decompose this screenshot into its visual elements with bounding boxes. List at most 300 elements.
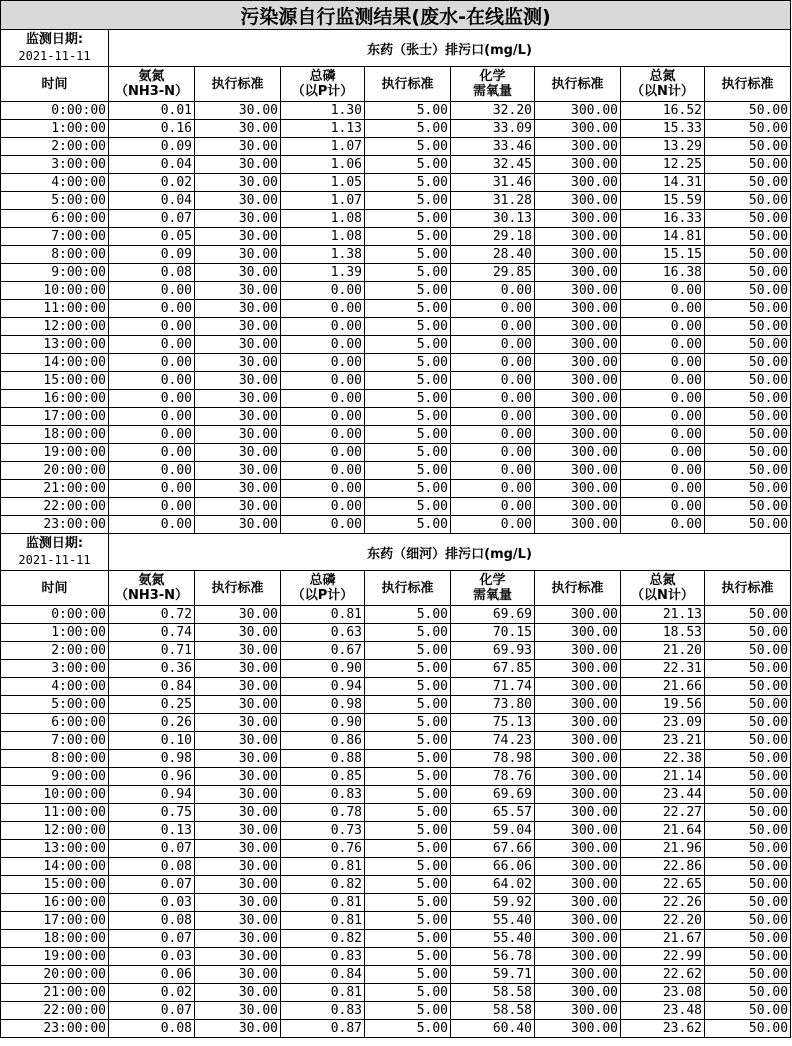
table-cell: 29.85 — [451, 264, 535, 282]
table-cell: 300.00 — [535, 822, 621, 840]
table-cell: 0.00 — [621, 354, 705, 372]
table-cell: 11:00:00 — [1, 804, 109, 822]
table-cell: 0.00 — [109, 354, 195, 372]
table-cell: 0.16 — [109, 120, 195, 138]
table-cell: 1.30 — [281, 102, 365, 120]
table-row — [1, 894, 791, 912]
table-cell: 15.33 — [621, 120, 705, 138]
table-cell: 50.00 — [705, 138, 791, 156]
table-cell: 30.00 — [195, 462, 281, 480]
table-cell: 30.00 — [195, 786, 281, 804]
report-title: 污染源自行监测结果(废水-在线监测) — [1, 1, 791, 30]
table-cell: 69.93 — [451, 642, 535, 660]
table-cell: 5.00 — [365, 210, 451, 228]
table-cell: 58.58 — [451, 1002, 535, 1020]
table-cell: 0.81 — [281, 858, 365, 876]
table-cell: 11:00:00 — [1, 300, 109, 318]
table-cell: 22:00:00 — [1, 498, 109, 516]
table-cell: 15:00:00 — [1, 372, 109, 390]
table-cell: 0.00 — [621, 480, 705, 498]
table-cell: 30.00 — [195, 246, 281, 264]
column-header: 执行标准 — [535, 571, 621, 606]
table-cell: 22.26 — [621, 894, 705, 912]
table-cell: 0.00 — [451, 516, 535, 534]
table-cell: 300.00 — [535, 192, 621, 210]
table-cell: 19.56 — [621, 696, 705, 714]
table-cell: 30.00 — [195, 336, 281, 354]
table-cell: 0.00 — [621, 300, 705, 318]
table-cell: 30.00 — [195, 714, 281, 732]
table-cell: 0.82 — [281, 930, 365, 948]
table-cell: 50.00 — [705, 246, 791, 264]
table-cell: 5.00 — [365, 696, 451, 714]
table-cell: 50.00 — [705, 840, 791, 858]
monitor-date-value: 2021-11-11 — [18, 553, 91, 567]
table-cell: 50.00 — [705, 732, 791, 750]
table-cell: 0:00:00 — [1, 102, 109, 120]
table-cell: 0.94 — [109, 786, 195, 804]
table-cell: 10:00:00 — [1, 282, 109, 300]
table-cell: 5.00 — [365, 120, 451, 138]
table-cell: 5.00 — [365, 948, 451, 966]
column-header: 执行标准 — [195, 571, 281, 606]
table-cell: 15.15 — [621, 246, 705, 264]
table-cell: 0.07 — [109, 876, 195, 894]
table-row — [1, 786, 791, 804]
table-cell: 30.00 — [195, 1020, 281, 1038]
table-cell: 22.31 — [621, 660, 705, 678]
table-cell: 300.00 — [535, 210, 621, 228]
table-cell: 22.38 — [621, 750, 705, 768]
table-cell: 5.00 — [365, 516, 451, 534]
table-cell: 66.06 — [451, 858, 535, 876]
table-cell: 22.99 — [621, 948, 705, 966]
table-row — [1, 318, 791, 336]
table-cell: 5.00 — [365, 858, 451, 876]
table-cell: 5.00 — [365, 1002, 451, 1020]
table-cell: 50.00 — [705, 678, 791, 696]
table-cell: 0.04 — [109, 156, 195, 174]
table-row — [1, 372, 791, 390]
table-cell: 0.00 — [451, 336, 535, 354]
table-cell: 5.00 — [365, 804, 451, 822]
table-cell: 5.00 — [365, 912, 451, 930]
table-cell: 0.00 — [451, 282, 535, 300]
table-cell: 0.00 — [109, 516, 195, 534]
table-cell: 0.86 — [281, 732, 365, 750]
table-cell: 0.84 — [109, 678, 195, 696]
table-cell: 5.00 — [365, 624, 451, 642]
table-cell: 300.00 — [535, 372, 621, 390]
table-cell: 0.01 — [109, 102, 195, 120]
table-cell: 31.28 — [451, 192, 535, 210]
table-cell: 0.00 — [109, 318, 195, 336]
table-cell: 0.00 — [109, 498, 195, 516]
table-cell: 14:00:00 — [1, 858, 109, 876]
table-row — [1, 948, 791, 966]
table-row — [1, 228, 791, 246]
monitor-date-label: 监测日期: — [25, 32, 84, 47]
table-cell: 5:00:00 — [1, 696, 109, 714]
table-cell: 13.29 — [621, 138, 705, 156]
table-cell: 0.00 — [281, 480, 365, 498]
table-cell: 23.21 — [621, 732, 705, 750]
table-cell: 59.71 — [451, 966, 535, 984]
table-cell: 0.00 — [109, 444, 195, 462]
table-cell: 69.69 — [451, 606, 535, 624]
table-row — [1, 462, 791, 480]
table-cell: 30.00 — [195, 948, 281, 966]
section-header-row — [1, 30, 791, 67]
table-row — [1, 516, 791, 534]
table-cell: 21.14 — [621, 768, 705, 786]
table-cell: 0.00 — [109, 408, 195, 426]
table-cell: 16.33 — [621, 210, 705, 228]
table-row — [1, 1020, 791, 1038]
table-cell: 56.78 — [451, 948, 535, 966]
table-cell: 5.00 — [365, 678, 451, 696]
table-cell: 28.40 — [451, 246, 535, 264]
table-cell: 16:00:00 — [1, 390, 109, 408]
table-cell: 0.87 — [281, 1020, 365, 1038]
column-header: 化学 需氧量 — [451, 571, 535, 606]
table-row — [1, 480, 791, 498]
table-cell: 50.00 — [705, 480, 791, 498]
table-cell: 0.67 — [281, 642, 365, 660]
table-cell: 0.00 — [109, 390, 195, 408]
table-row — [1, 858, 791, 876]
table-cell: 21.66 — [621, 678, 705, 696]
table-cell: 300.00 — [535, 1002, 621, 1020]
table-cell: 60.40 — [451, 1020, 535, 1038]
table-cell: 0.10 — [109, 732, 195, 750]
table-row — [1, 336, 791, 354]
table-cell: 30.00 — [195, 840, 281, 858]
column-header: 时间 — [1, 67, 109, 102]
table-cell: 50.00 — [705, 426, 791, 444]
table-cell: 30.00 — [195, 390, 281, 408]
table-cell: 300.00 — [535, 480, 621, 498]
table-row — [1, 984, 791, 1002]
table-cell: 23:00:00 — [1, 516, 109, 534]
table-cell: 50.00 — [705, 606, 791, 624]
table-cell: 22.62 — [621, 966, 705, 984]
table-cell: 5.00 — [365, 372, 451, 390]
table-cell: 0.02 — [109, 174, 195, 192]
column-header: 时间 — [1, 571, 109, 606]
table-cell: 300.00 — [535, 840, 621, 858]
table-cell: 30.00 — [195, 264, 281, 282]
table-cell: 3:00:00 — [1, 660, 109, 678]
table-cell: 300.00 — [535, 336, 621, 354]
monitor-date-cell — [1, 30, 109, 67]
table-cell: 300.00 — [535, 642, 621, 660]
table-cell: 300.00 — [535, 660, 621, 678]
table-cell: 0.83 — [281, 786, 365, 804]
table-cell: 300.00 — [535, 858, 621, 876]
table-cell: 0.74 — [109, 624, 195, 642]
table-cell: 9:00:00 — [1, 264, 109, 282]
table-cell: 30.00 — [195, 696, 281, 714]
table-cell: 0.07 — [109, 840, 195, 858]
table-row — [1, 192, 791, 210]
table-cell: 50.00 — [705, 498, 791, 516]
table-cell: 0.00 — [451, 480, 535, 498]
table-cell: 50.00 — [705, 1002, 791, 1020]
table-cell: 50.00 — [705, 390, 791, 408]
column-header: 氨氮 （NH3-N） — [109, 67, 195, 102]
table-cell: 59.92 — [451, 894, 535, 912]
table-cell: 5.00 — [365, 498, 451, 516]
table-cell: 30.00 — [195, 282, 281, 300]
table-cell: 5.00 — [365, 786, 451, 804]
table-row — [1, 408, 791, 426]
table-cell: 300.00 — [535, 804, 621, 822]
table-cell: 16.38 — [621, 264, 705, 282]
table-cell: 300.00 — [535, 102, 621, 120]
table-cell: 50.00 — [705, 768, 791, 786]
table-cell: 0.78 — [281, 804, 365, 822]
table-cell: 0.00 — [109, 372, 195, 390]
table-cell: 5.00 — [365, 894, 451, 912]
table-cell: 50.00 — [705, 408, 791, 426]
table-cell: 0.00 — [109, 336, 195, 354]
table-cell: 50.00 — [705, 228, 791, 246]
table-row — [1, 264, 791, 282]
table-cell: 5.00 — [365, 984, 451, 1002]
table-cell: 30.13 — [451, 210, 535, 228]
table-cell: 0.00 — [281, 300, 365, 318]
table-cell: 300.00 — [535, 228, 621, 246]
column-header: 执行标准 — [195, 67, 281, 102]
table-row — [1, 642, 791, 660]
table-cell: 30.00 — [195, 894, 281, 912]
table-cell: 31.46 — [451, 174, 535, 192]
table-cell: 75.13 — [451, 714, 535, 732]
table-cell: 300.00 — [535, 912, 621, 930]
table-cell: 50.00 — [705, 966, 791, 984]
table-cell: 0.36 — [109, 660, 195, 678]
column-header: 总磷 （以P计） — [281, 571, 365, 606]
table-cell: 22:00:00 — [1, 1002, 109, 1020]
table-cell: 58.58 — [451, 984, 535, 1002]
table-row — [1, 930, 791, 948]
table-cell: 67.85 — [451, 660, 535, 678]
table-cell: 1.06 — [281, 156, 365, 174]
table-cell: 29.18 — [451, 228, 535, 246]
table-cell: 300.00 — [535, 390, 621, 408]
table-cell: 19:00:00 — [1, 444, 109, 462]
table-cell: 0.03 — [109, 948, 195, 966]
column-header-row — [1, 571, 791, 606]
table-row — [1, 1002, 791, 1020]
table-cell: 0.00 — [451, 408, 535, 426]
table-cell: 0.00 — [451, 318, 535, 336]
table-cell: 0.03 — [109, 894, 195, 912]
table-cell: 30.00 — [195, 444, 281, 462]
table-cell: 5.00 — [365, 408, 451, 426]
table-cell: 0.00 — [621, 372, 705, 390]
table-row — [1, 300, 791, 318]
table-cell: 14:00:00 — [1, 354, 109, 372]
table-cell: 3:00:00 — [1, 156, 109, 174]
table-cell: 4:00:00 — [1, 174, 109, 192]
table-cell: 30.00 — [195, 408, 281, 426]
table-cell: 300.00 — [535, 732, 621, 750]
table-cell: 1:00:00 — [1, 624, 109, 642]
table-cell: 50.00 — [705, 984, 791, 1002]
table-cell: 0.00 — [621, 336, 705, 354]
table-cell: 30.00 — [195, 498, 281, 516]
table-cell: 0.00 — [451, 462, 535, 480]
table-row — [1, 354, 791, 372]
table-cell: 1.38 — [281, 246, 365, 264]
table-cell: 300.00 — [535, 984, 621, 1002]
table-cell: 5.00 — [365, 660, 451, 678]
table-cell: 0.00 — [109, 480, 195, 498]
table-cell: 5.00 — [365, 390, 451, 408]
table-cell: 1.07 — [281, 138, 365, 156]
column-header: 化学 需氧量 — [451, 67, 535, 102]
table-cell: 0.00 — [281, 462, 365, 480]
table-cell: 30.00 — [195, 804, 281, 822]
table-cell: 30.00 — [195, 516, 281, 534]
table-cell: 17:00:00 — [1, 912, 109, 930]
table-cell: 0.00 — [281, 318, 365, 336]
table-cell: 50.00 — [705, 642, 791, 660]
table-cell: 50.00 — [705, 336, 791, 354]
column-header: 执行标准 — [365, 67, 451, 102]
table-cell: 0.00 — [621, 318, 705, 336]
table-cell: 5.00 — [365, 300, 451, 318]
table-cell: 0.00 — [281, 354, 365, 372]
table-row — [1, 696, 791, 714]
table-cell: 0.00 — [621, 516, 705, 534]
table-cell: 23.62 — [621, 1020, 705, 1038]
table-cell: 300.00 — [535, 264, 621, 282]
outlet-name: 东药（细河）排污口(mg/L) — [109, 534, 791, 571]
table-cell: 30.00 — [195, 156, 281, 174]
table-cell: 0.00 — [621, 444, 705, 462]
table-cell: 22.27 — [621, 804, 705, 822]
table-cell: 50.00 — [705, 876, 791, 894]
table-row — [1, 678, 791, 696]
table-cell: 0.00 — [281, 516, 365, 534]
table-cell: 32.20 — [451, 102, 535, 120]
table-cell: 55.40 — [451, 930, 535, 948]
table-cell: 0.00 — [451, 444, 535, 462]
table-cell: 16:00:00 — [1, 894, 109, 912]
table-cell: 300.00 — [535, 498, 621, 516]
table-row — [1, 210, 791, 228]
table-cell: 300.00 — [535, 282, 621, 300]
table-cell: 33.09 — [451, 120, 535, 138]
table-cell: 21:00:00 — [1, 984, 109, 1002]
table-cell: 30.00 — [195, 1002, 281, 1020]
table-cell: 30.00 — [195, 858, 281, 876]
table-cell: 50.00 — [705, 894, 791, 912]
table-cell: 300.00 — [535, 930, 621, 948]
table-cell: 300.00 — [535, 714, 621, 732]
table-cell: 50.00 — [705, 750, 791, 768]
table-cell: 30.00 — [195, 480, 281, 498]
table-cell: 50.00 — [705, 372, 791, 390]
table-row — [1, 426, 791, 444]
table-row — [1, 282, 791, 300]
table-cell: 50.00 — [705, 858, 791, 876]
column-header: 氨氮 （NH3-N） — [109, 571, 195, 606]
table-cell: 0.00 — [621, 408, 705, 426]
table-cell: 1.08 — [281, 228, 365, 246]
table-cell: 21.13 — [621, 606, 705, 624]
table-cell: 30.00 — [195, 822, 281, 840]
table-cell: 50.00 — [705, 210, 791, 228]
table-cell: 0.94 — [281, 678, 365, 696]
table-cell: 5.00 — [365, 606, 451, 624]
table-row — [1, 768, 791, 786]
table-row — [1, 966, 791, 984]
table-cell: 30.00 — [195, 102, 281, 120]
table-cell: 30.00 — [195, 768, 281, 786]
table-cell: 300.00 — [535, 408, 621, 426]
table-cell: 0.00 — [621, 390, 705, 408]
table-cell: 7:00:00 — [1, 228, 109, 246]
table-cell: 300.00 — [535, 750, 621, 768]
table-cell: 0.08 — [109, 912, 195, 930]
table-cell: 22.20 — [621, 912, 705, 930]
table-cell: 14.81 — [621, 228, 705, 246]
table-row — [1, 138, 791, 156]
table-cell: 50.00 — [705, 354, 791, 372]
table-cell: 5.00 — [365, 732, 451, 750]
table-cell: 1.39 — [281, 264, 365, 282]
table-cell: 0.09 — [109, 138, 195, 156]
table-cell: 18.53 — [621, 624, 705, 642]
table-cell: 300.00 — [535, 948, 621, 966]
monitor-date-label: 监测日期: — [25, 536, 84, 551]
table-cell: 5.00 — [365, 228, 451, 246]
table-cell: 5.00 — [365, 822, 451, 840]
table-cell: 300.00 — [535, 966, 621, 984]
table-cell: 5.00 — [365, 444, 451, 462]
table-cell: 5.00 — [365, 750, 451, 768]
table-cell: 0.00 — [281, 444, 365, 462]
table-cell: 0.75 — [109, 804, 195, 822]
table-cell: 0.00 — [109, 282, 195, 300]
table-row — [1, 660, 791, 678]
table-cell: 30.00 — [195, 300, 281, 318]
table-cell: 50.00 — [705, 714, 791, 732]
table-cell: 5.00 — [365, 1020, 451, 1038]
table-cell: 16.52 — [621, 102, 705, 120]
outlet-name: 东药（张士）排污口(mg/L) — [109, 30, 791, 67]
table-cell: 1.05 — [281, 174, 365, 192]
table-cell: 74.23 — [451, 732, 535, 750]
table-cell: 23:00:00 — [1, 1020, 109, 1038]
table-cell: 67.66 — [451, 840, 535, 858]
table-cell: 10:00:00 — [1, 786, 109, 804]
table-cell: 0.00 — [109, 462, 195, 480]
table-row — [1, 156, 791, 174]
table-cell: 21.67 — [621, 930, 705, 948]
table-cell: 12:00:00 — [1, 318, 109, 336]
table-cell: 70.15 — [451, 624, 535, 642]
table-cell: 0.08 — [109, 1020, 195, 1038]
table-cell: 0.63 — [281, 624, 365, 642]
table-cell: 0.00 — [451, 390, 535, 408]
table-cell: 8:00:00 — [1, 246, 109, 264]
table-cell: 0.71 — [109, 642, 195, 660]
